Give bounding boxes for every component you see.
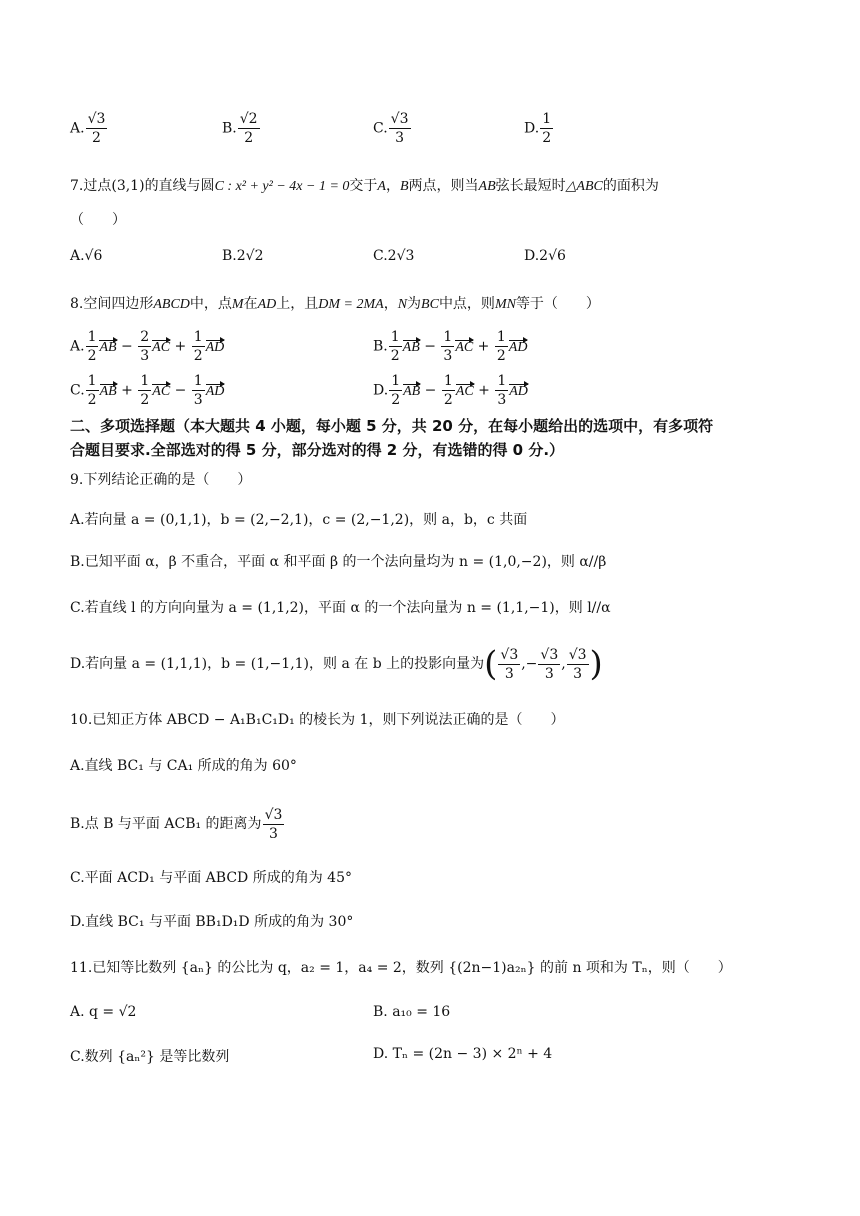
q7-paren: （ ） — [70, 212, 126, 228]
q10-option-d: D.直线 BC₁ 与平面 BB₁D₁D 所成的角为 30° — [70, 914, 354, 930]
q6-option-c: C. $\frac{√3}{3}$ — [373, 111, 409, 146]
q7-option-a: A.√6 — [70, 248, 103, 264]
q7-option-d: D.2√6 — [524, 248, 566, 264]
q10-stem: 10.已知正方体 ABCD − A₁B₁C₁D₁ 的棱长为 1，则下列说法正确的是（ ） — [70, 712, 565, 728]
q8-option-c: C. $\frac{1}{2}$ AB + $\frac{1}{2}$ AC − $\frac{1}{3}$ AD — [70, 373, 225, 408]
q9-stem: 9.下列结论正确的是（ ） — [70, 472, 252, 488]
q11-option-d: D. Tₙ = (2n − 3) × 2ⁿ + 4 — [373, 1046, 553, 1062]
q10-option-a: A.直线 BC₁ 与 CA₁ 所成的角为 60° — [70, 758, 297, 774]
q11-option-b: B. a₁₀ = 16 — [373, 1004, 451, 1020]
q6-option-d: D. $\frac{1}{2}$ — [524, 111, 552, 146]
q7-stem: 7.过点(3,1)的直线与圆C : x² + y² − 4x − 1 = 0交于A，B两点，则当AB弦长最短时△ABC的面积为 — [70, 178, 659, 194]
q11-option-c: C.数列 {aₙ²} 是等比数列 — [70, 1049, 230, 1065]
q8-option-a: A. $\frac{1}{2}$ AB − $\frac{2}{3}$ AC + $\frac{1}{2}$ AD — [70, 329, 225, 364]
q10-option-c: C.平面 ACD₁ 与平面 ABCD 所成的角为 45° — [70, 870, 352, 886]
q6-option-b: B. $\frac{√2}{2}$ — [222, 111, 258, 146]
q8-stem: 8.空间四边形ABCD中，点M在AD上，且DM = 2MA，N为BC中点，则MN等于（ ） — [70, 296, 600, 312]
section-2-heading: 二、多项选择题（本大题共 4 小题，每小题 5 分，共 20 分，在每小题给出的选项中，有多项符 合题目要求.全部选对的得 5 分，部分选对的得 2 分，有选错的得 0 分.） — [70, 417, 714, 459]
q11-option-a: A. q = √2 — [70, 1004, 137, 1020]
q9-option-a: A.若向量 a = (0,1,1)，b = (2,−2,1)，c = (2,−1,2)，则 a，b，c 共面 — [70, 512, 528, 528]
q7-option-b: B.2√2 — [222, 248, 264, 264]
q6-option-a: A. $\frac{√3}{2}$ — [70, 111, 106, 146]
q11-stem: 11.已知等比数列 {aₙ} 的公比为 q，a₂ = 1，a₄ = 2，数列 {(2n−1)a₂ₙ} 的前 n 项和为 Tₙ，则（ ） — [70, 960, 732, 976]
q9-option-b: B.已知平面 α，β 不重合，平面 α 和平面 β 的一个法向量均为 n = (1,0,−2)，则 α//β — [70, 554, 607, 570]
q9-option-c: C.若直线 l 的方向向量为 a = (1,1,2)，平面 α 的一个法向量为 n = (1,1,−1)，则 l//α — [70, 600, 611, 616]
q10-option-b: B.点 B 与平面 ACB₁ 的距离为 $\frac{√3}{3}$ — [70, 806, 283, 842]
q9-option-d: D.若向量 a = (1,1,1)，b = (1,−1,1)，则 a 在 b 上的投影向量为( $\frac{√3}{3}$ ,− $\frac{√3}{3}$ , $\frac{√3}{3}$ ) — [70, 644, 603, 684]
q7-option-c: C.2√3 — [373, 248, 415, 264]
q8-option-b: B. $\frac{1}{2}$ AB − $\frac{1}{3}$ AC + $\frac{1}{2}$ AD — [373, 329, 528, 364]
q8-option-d: D. $\frac{1}{2}$ AB − $\frac{1}{2}$ AC + $\frac{1}{3}$ AD — [373, 373, 528, 408]
